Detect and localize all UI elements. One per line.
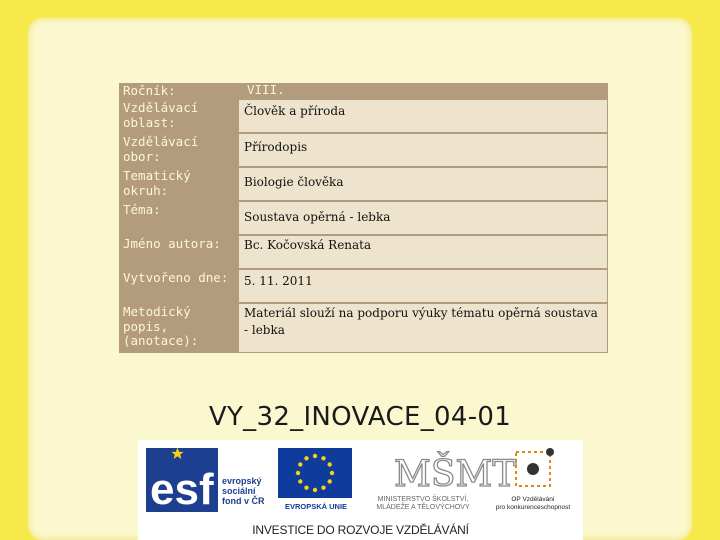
- info-table: [119, 83, 608, 353]
- eu-star: [298, 479, 302, 483]
- eu-star: [296, 471, 300, 475]
- subject-value-cell: [239, 134, 607, 166]
- theme-value: Soustava opěrná - lebka: [244, 210, 391, 224]
- created-value-cell: [239, 270, 607, 302]
- eu-star: [321, 456, 325, 460]
- annotation-label: Metodický popis, (anotace):: [120, 304, 238, 352]
- theme-label: Téma:: [120, 202, 238, 234]
- author-value: Bc. Kočovská Renata: [244, 238, 372, 252]
- investment-slogan: INVESTICE DO ROZVOJE VZDĚLÁVÁNÍ: [252, 523, 469, 537]
- eu-star: [330, 471, 334, 475]
- eu-star: [298, 462, 302, 466]
- eu-star: [328, 479, 332, 483]
- eu-star: [313, 488, 317, 492]
- eu-caption: EVROPSKÁ UNIE: [284, 502, 348, 511]
- eu-star: [313, 454, 317, 458]
- topic-area-label: Tematický okruh:: [120, 168, 238, 200]
- eu-star: [328, 462, 332, 466]
- eu-star: [304, 486, 308, 490]
- msmt-mark-icon: [364, 446, 517, 495]
- eu-star: [321, 486, 325, 490]
- subject-label: Vzdělávací obor:: [120, 134, 238, 166]
- esf-caption-2: sociální: [222, 486, 256, 496]
- esf-caption-3: fond v ČR: [222, 496, 265, 506]
- msmt-caption-1: MINISTERSTVO ŠKOLSTVÍ,: [377, 496, 469, 503]
- op-vk-mark-icon: [488, 446, 578, 494]
- created-value: 5. 11. 2011: [244, 274, 313, 288]
- op-caption-1: OP Vzdělávání: [511, 496, 555, 503]
- funding-logos-banner: [138, 440, 583, 540]
- grade-label: Ročník:: [120, 83, 238, 98]
- annotation-value-cell: [239, 304, 607, 352]
- esf-logo: [144, 446, 272, 514]
- area-label: Vzdělávací oblast:: [120, 100, 238, 132]
- material-code: VY_32_INOVACE_04-01: [208, 402, 512, 432]
- esf-caption-1: evropský: [222, 476, 262, 486]
- msmt-caption-2: MLÁDEŽE A TĚLOVÝCHOVY: [376, 504, 470, 511]
- topic-area-value-cell: [239, 168, 607, 200]
- msmt-letters: MŠMT: [394, 454, 517, 495]
- area-value-cell: [239, 100, 607, 132]
- eu-star: [304, 456, 308, 460]
- author-value-cell: [239, 236, 607, 268]
- op-vk-logo: [488, 446, 578, 514]
- area-value: Člověk a příroda: [244, 104, 346, 118]
- theme-value-cell: [239, 202, 607, 234]
- grade-value: VIII.: [239, 83, 607, 98]
- subject-value: Přírodopis: [244, 140, 308, 154]
- author-label: Jméno autora:: [120, 236, 238, 268]
- topic-area-value: Biologie člověka: [244, 175, 344, 189]
- msmt-logo: [364, 446, 517, 514]
- created-label: Vytvořeno dne:: [120, 270, 238, 302]
- op-caption-2: pro konkurenceschopnost: [495, 504, 571, 511]
- eu-logo: [278, 446, 354, 514]
- esf-mark: esf: [150, 465, 214, 514]
- annotation-value: Materiál slouží na podporu výuky tématu opěrná soustava - lebka: [244, 306, 598, 337]
- eu-flag-icon: [278, 446, 352, 500]
